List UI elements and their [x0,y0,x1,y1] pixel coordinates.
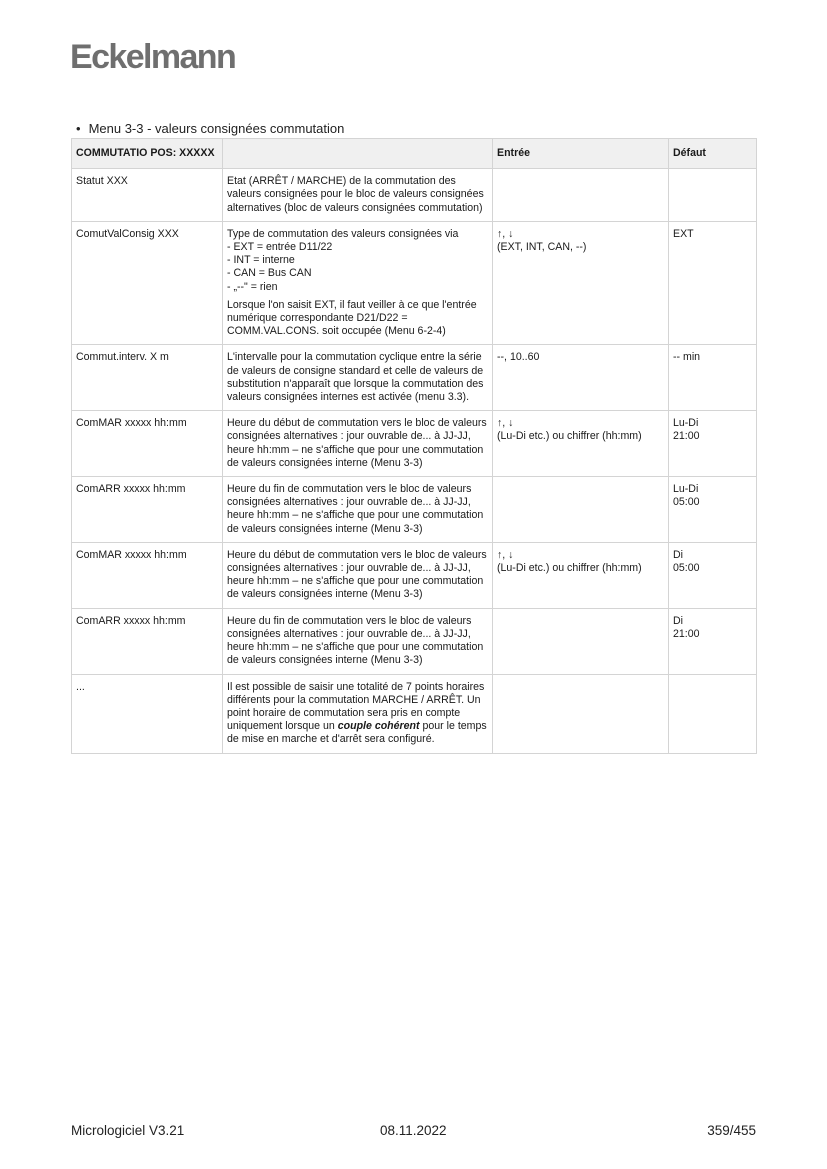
entree-line: --, 10..60 [497,351,540,364]
description-line: - EXT = entrée D11/22 [227,241,333,254]
entree-line: (Lu-Di etc.) ou chiffrer (hh:mm) [497,430,642,443]
table-row [72,221,757,345]
defaut-line: Lu-Di [673,417,699,430]
row-defaut [669,221,757,345]
row-entree [493,345,669,411]
defaut-line: 21:00 [673,627,700,640]
row-entree [493,674,669,753]
row-description [223,411,493,477]
description-line: Heure du fin de commutation vers le bloc de valeurs consignées alternatives : jour ouvrable de... à JJ-JJ, heure hh:mm – ne s'affiche que pour une commutation de valeurs consignées interne (Menu 3-3) [227,483,484,535]
entree-line: (EXT, INT, CAN, --) [497,241,587,254]
row-description [223,477,493,543]
defaut-line: 05:00 [673,562,700,575]
row-description [223,169,493,222]
entree-line: ↑, ↓ [497,417,514,430]
row-name: ComutValConsig XXX [72,221,223,345]
table-row [72,477,757,543]
header-entree: Entrée [493,139,669,169]
description-note: Lorsque l'on saisit EXT, il faut veiller à ce que l'entrée numérique correspondante D21/D22 = COMM.VAL.CONS. soit occupée (Menu 6-2-4) [227,298,477,338]
row-defaut [669,345,757,411]
table-header-row [72,139,757,169]
description-line: Heure du début de commutation vers le bloc de valeurs consignées alternatives : jour ouvrable de... à JJ-JJ, heure hh:mm – ne s'affiche que pour une commutation de valeurs consignées interne (Menu 3-3) [227,548,487,601]
header-parameter: COMMUTATIO POS: XXXXX [72,139,223,169]
defaut-line: -- min [673,351,701,364]
defaut-line: 05:00 [673,496,700,509]
footer-firmware: Micrologiciel V3.21 [71,1123,185,1138]
table-row [72,345,757,411]
row-name: ... [72,674,223,753]
description-line: - INT = interne [227,254,295,267]
defaut-line: Lu-Di [673,483,699,496]
row-defaut [669,477,757,543]
summary-text-after: pour le temps de mise en marche et d'arrêt sera configuré. [227,720,487,746]
description-line: Type de commutation des valeurs consignées via [227,227,459,240]
entree-line: ↑, ↓ [497,548,514,561]
table-row-summary [72,674,757,753]
row-entree [493,169,669,222]
description-line: - „--" = rien [227,280,278,293]
row-defaut [669,169,757,222]
entree-line: (Lu-Di etc.) ou chiffrer (hh:mm) [497,562,642,575]
row-name: Commut.interv. X m [72,345,223,411]
row-defaut [669,674,757,753]
row-entree [493,221,669,345]
defaut-line: Di [673,548,684,561]
entree-line: ↑, ↓ [497,227,514,240]
eckelmann-logo: Eckelmann [70,38,236,76]
table-row [72,608,757,674]
footer-page-number: 359/455 [707,1123,756,1138]
row-entree [493,542,669,608]
table-row [72,542,757,608]
row-defaut [669,542,757,608]
parameter-table [71,138,757,754]
row-entree [493,477,669,543]
row-entree [493,608,669,674]
description-line: - CAN = Bus CAN [227,267,312,280]
summary-text-before: Il est possible de saisir une totalité de 7 points horaires différents pour la commutation MARCHE / ARRÊT. Un point horaire de commutation sera pris en compte uniquement lorsque un [227,680,485,733]
defaut-line: 21:00 [673,430,700,443]
row-defaut [669,608,757,674]
row-name: Statut XXX [72,169,223,222]
description-line: Heure du début de commutation vers le bloc de valeurs consignées alternatives : jour ouvrable de... à JJ-JJ, heure hh:mm – ne s'affiche que pour une commutation de valeurs consignées interne (Menu 3-3) [227,417,487,469]
row-entree [493,411,669,477]
row-description [223,345,493,411]
row-defaut [669,411,757,477]
bullet-marker: • [76,121,81,136]
row-name: ComMAR xxxxx hh:mm [72,542,223,608]
row-description [223,542,493,608]
description-line: L'intervalle pour la commutation cyclique entre la série de valeurs de consigne standard et celle de valeurs de substitution n'apparaît que lorsque la commutation des valeurs consignées internes est activée (menu 3.3). [227,351,484,404]
row-description [223,221,493,345]
table-row [72,169,757,222]
row-name: ComMAR xxxxx hh:mm [72,411,223,477]
row-description [223,674,493,753]
defaut-line: EXT [673,227,694,240]
footer-date: 08.11.2022 [380,1123,447,1138]
description-line: Etat (ARRÊT / MARCHE) de la commutation des valeurs consignées pour le bloc de valeurs consignées alternatives (bloc de valeurs consignées commutation) [227,175,484,214]
header-description [223,139,493,169]
section-title: Menu 3-3 - valeurs consignées commutation [88,121,345,136]
row-description [223,608,493,674]
row-name: ComARR xxxxx hh:mm [72,477,223,543]
table-row [72,411,757,477]
defaut-line: Di [673,614,684,627]
section-heading [76,121,344,136]
header-defaut: Défaut [669,139,757,169]
row-name: ComARR xxxxx hh:mm [72,608,223,674]
summary-emphasis: couple cohérent [337,720,420,733]
description-line: Heure du fin de commutation vers le bloc de valeurs consignées alternatives : jour ouvrable de... à JJ-JJ, heure hh:mm – ne s'affiche que pour une commutation de valeurs consignées interne (Menu 3-3) [227,614,484,667]
